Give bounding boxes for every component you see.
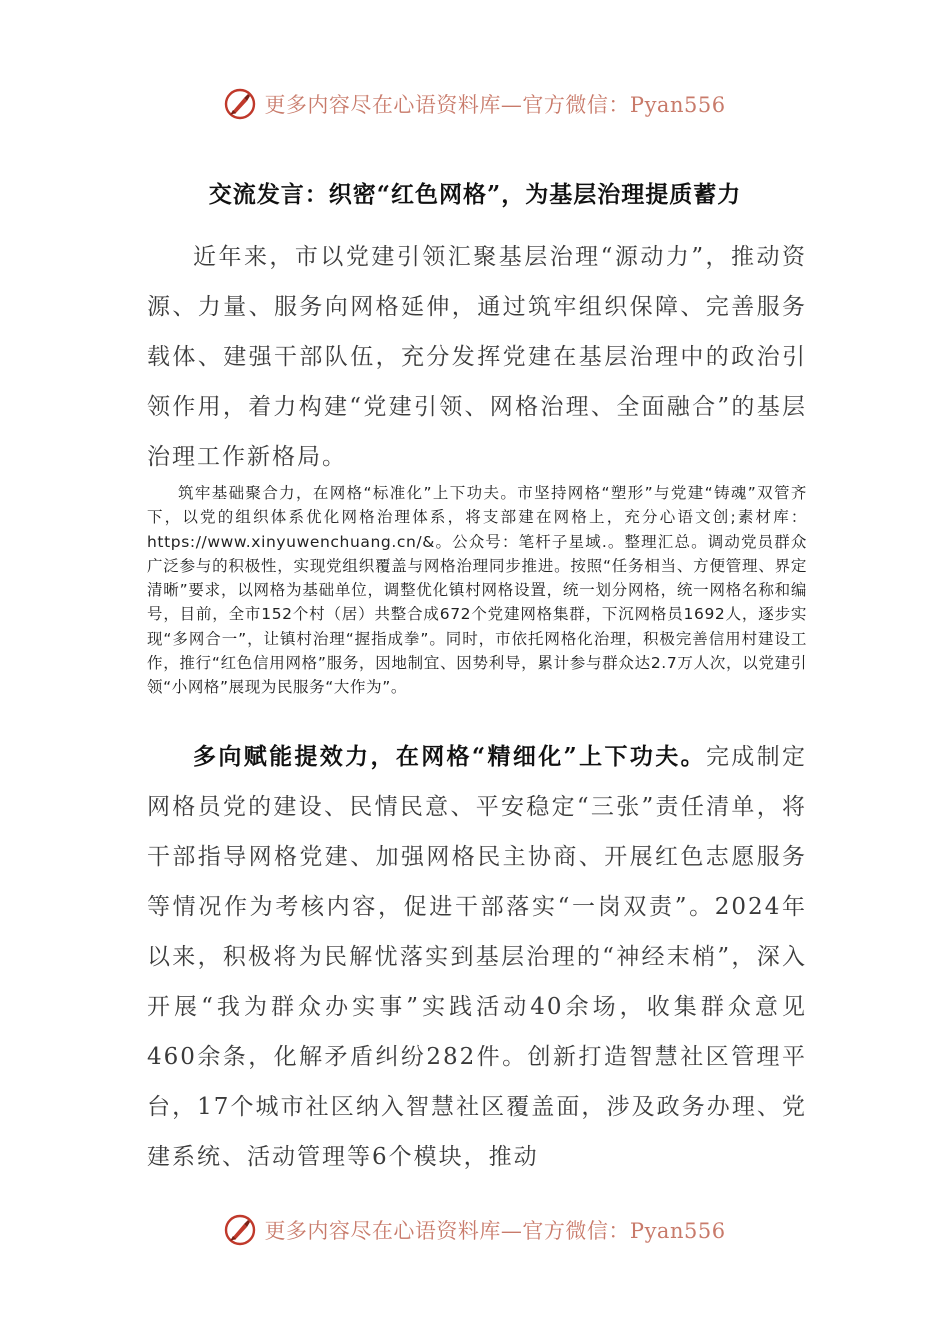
paragraph-intro: 近年来，市以党建引领汇聚基层治理“源动力”，推动资源、力量、服务向网格延伸，通过筑牢组织保障、完善服务载体、建强干部队伍，充分发挥党建在基层治理中的政治引领作用，着力构建“党建引领、网格治理、全面融合”的基层治理工作新格局。 <box>147 244 807 470</box>
pen-logo-icon <box>224 88 256 120</box>
watermark-banner-top <box>0 84 950 124</box>
paragraph-empowerment <box>147 732 807 1182</box>
paragraph-foundation: 筑牢基础聚合力，在网格“标准化”上下功夫。市坚持网格“塑形”与党建“铸魂”双管齐下，以党的组织体系优化网格治理体系，将支部建在网格上，充分心语文创;素材库：https://www.xinyuwenchuang.cn/&。公众号：笔杆子星域.。整理汇总。调动党员群众广泛参与的积极性，实现党组织覆盖与网格治理同步推进。按照“任务相当、方便管理、界定清晰”要求，以网格为基础单位，调整优化镇村网格设置，统一划分网格，统一网格名称和编号，目前，全市152个村（居）共整合成672个党建网格集群，下沉网格员1692人，逐步实现“多网合一”，让镇村治理“握指成拳”。同时，市依托网格化治理，积极完善信用村建设工作，推行“红色信用网格”服务，因地制宜、因势利导，累计参与群众达2.7万人次，以党建引领“小网格”展现为民服务“大作为”。 <box>147 484 807 697</box>
watermark-banner-bottom <box>0 1210 950 1250</box>
watermark-text: 更多内容尽在心语资料库—官方微信：Pyan556 <box>264 1219 726 1243</box>
pen-logo-icon <box>224 1214 256 1246</box>
paragraph-lead-heading: 多向赋能提效力，在网格“精细化”上下功夫。 <box>193 743 706 770</box>
watermark-text: 更多内容尽在心语资料库—官方微信：Pyan556 <box>264 93 726 117</box>
paragraph-body: 完成制定网格员党的建设、民情民意、平安稳定“三张”责任清单，将干部指导网格党建、加强网格民主协商、开展红色志愿服务等情况作为考核内容，促进干部落实“一岗双责”。2024年以来，积极将为民解忧落实到基层治理的“神经末梢”，深入开展“我为群众办实事”实践活动40余场，收集群众意见460余条，化解矛盾纠纷282件。创新打造智慧社区管理平台，17个城市社区纳入智慧社区覆盖面，涉及政务办理、党建系统、活动管理等6个模块，推动 <box>147 744 808 1170</box>
document-title: 交流发言：织密“红色网格”，为基层治理提质蓄力 <box>208 181 742 208</box>
